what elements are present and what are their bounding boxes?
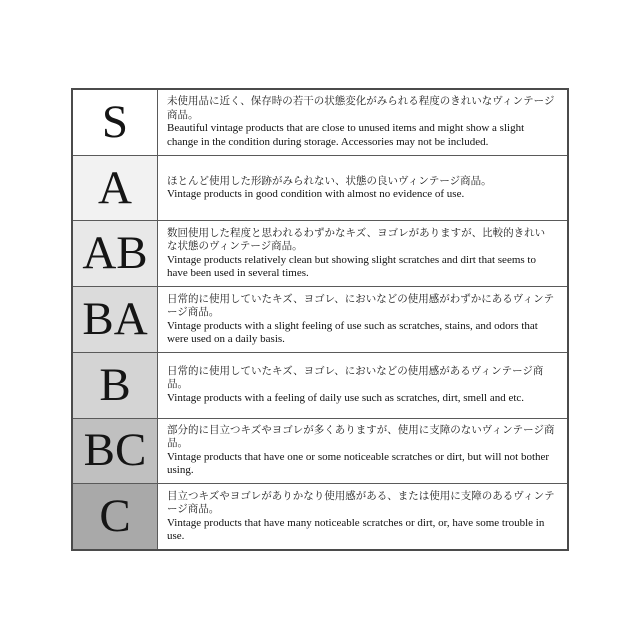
grade-cell-ab — [73, 221, 157, 286]
description-japanese: 目立つキズやヨゴレがありかなり使用感がある、または使用に支障のあるヴィンテージ商品。 — [167, 490, 555, 516]
grade-row-c — [73, 483, 567, 549]
grade-description-cell — [157, 484, 567, 549]
description-japanese: 日常的に使用していたキズ、ヨゴレ、においなどの使用感があるヴィンテージ商品。 — [167, 365, 544, 391]
grade-row-ab — [73, 220, 567, 286]
description-english: Vintage products with a feeling of daily use such as scratches, dirt, smell and etc. — [167, 391, 525, 404]
grade-row-bc — [73, 418, 567, 484]
grade-cell-s — [73, 90, 157, 155]
description-japanese: 未使用品に近く、保存時の若干の状態変化がみられる程度のきれいなヴィンテージ商品。 — [167, 96, 555, 121]
grade-label: BA — [82, 293, 148, 346]
description-english: Vintage products that have many noticeable scratches or dirt, or, have some trouble in use. — [167, 516, 545, 543]
description-english: Vintage products that have one or some noticeable scratches or dirt, but will not bother using. — [167, 450, 550, 477]
description-japanese: ほとんど使用した形跡がみられない、状態の良いヴィンテージ商品。 — [167, 175, 492, 187]
grade-label: A — [98, 161, 132, 214]
grade-description-cell — [157, 90, 567, 155]
grade-cell-bc — [73, 419, 157, 484]
description-english: Vintage products relatively clean but showing slight scratches and dirt that seems to have been used in several times. — [167, 253, 536, 280]
grade-description-cell — [157, 287, 567, 352]
grade-cell-c — [73, 484, 157, 549]
description-english: Beautiful vintage products that are close to unused items and might show a slight change in the condition during storage. Accessories may not be included. — [167, 122, 525, 148]
grade-label: B — [99, 358, 131, 411]
grade-label: AB — [82, 227, 148, 280]
condition-grade-table — [71, 88, 569, 551]
grade-label: S — [101, 95, 129, 148]
grade-row-ba — [73, 286, 567, 352]
description-japanese: 日常的に使用していたキズ、ヨゴレ、においなどの使用感がわずかにあるヴィンテージ商品。 — [167, 293, 555, 319]
grade-cell-b — [73, 353, 157, 418]
grade-row-s — [73, 90, 567, 155]
description-english: Vintage products with a slight feeling of use such as scratches, stains, and odors that were used on a daily basis. — [167, 319, 538, 346]
grade-cell-ba — [73, 287, 157, 352]
grade-label: C — [99, 490, 131, 543]
grade-row-a — [73, 155, 567, 221]
description-japanese: 数回使用した程度と思われるわずかなキズ、ヨゴレがありますが、比較的きれいな状態のヴィンテージ商品。 — [167, 227, 546, 253]
description-english: Vintage products in good condition with almost no evidence of use. — [167, 188, 465, 201]
grade-label: BC — [83, 424, 147, 477]
grade-description-cell — [157, 156, 567, 221]
description-japanese: 部分的に目立つキズやヨゴレが多くありますが、使用に支障のないヴィンテージ商品。 — [167, 424, 555, 450]
grade-description-cell — [157, 419, 567, 484]
grade-row-b — [73, 352, 567, 418]
grade-description-cell — [157, 221, 567, 286]
grade-cell-a — [73, 156, 157, 221]
grade-description-cell — [157, 353, 567, 418]
